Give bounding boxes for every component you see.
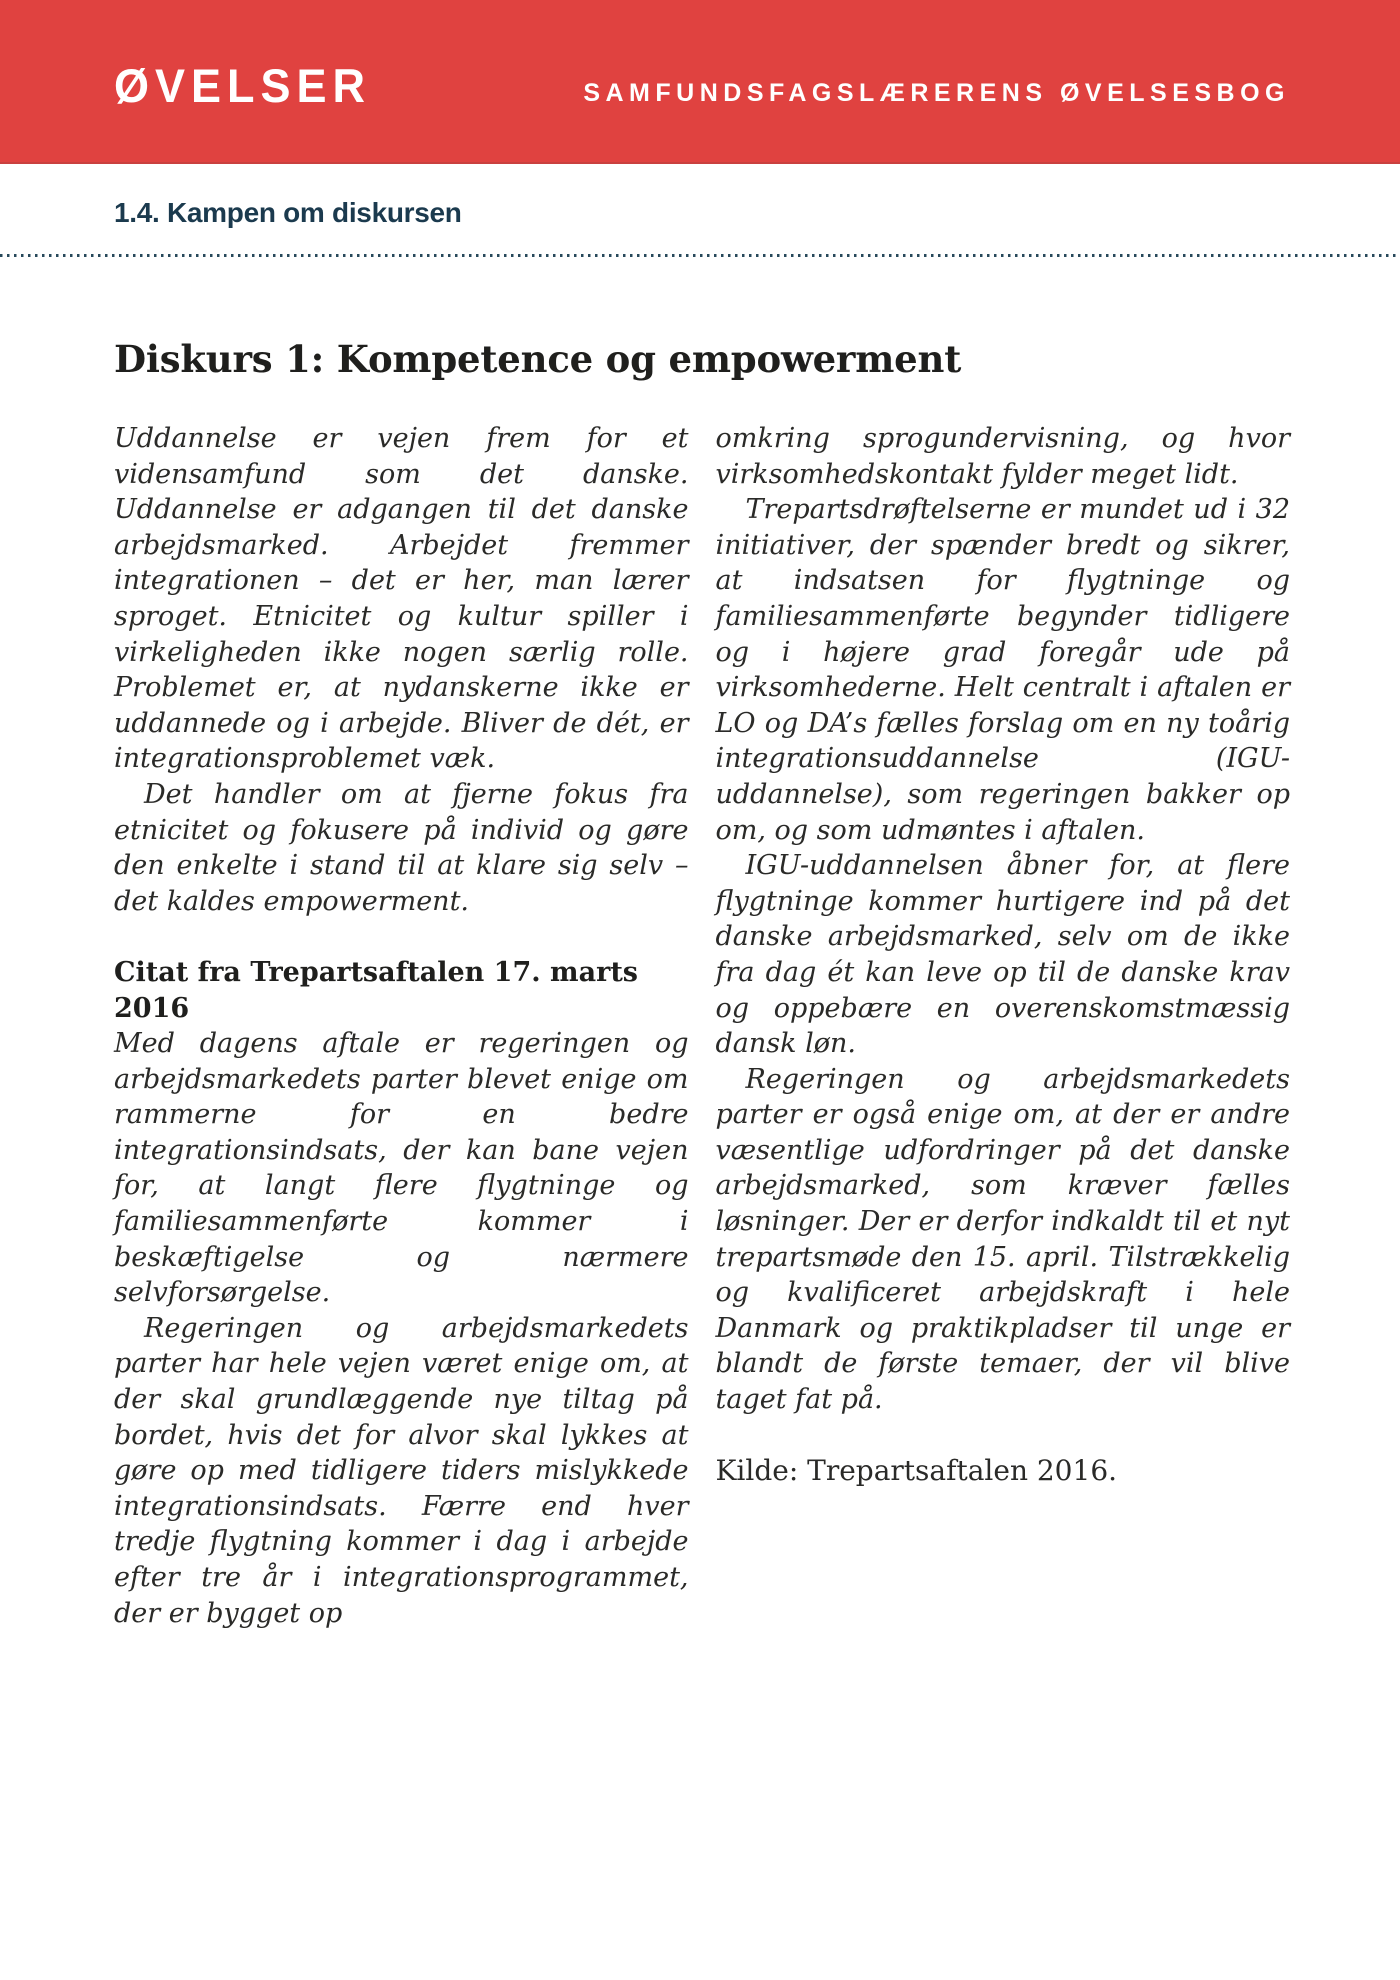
article (114, 337, 1290, 1631)
page-header-band (0, 0, 1400, 164)
body-paragraph: Uddannelse er vejen frem for et vidensamfund som det danske. Uddannelse er adgangen til det danske arbejdsmarked. Arbejdet fremmer integrationen – det er her, man lærer sproget. Etnicitet og kultur spiller i virkeligheden ikke nogen særlig rolle. Problemet er, at nydanskerne ikke er uddannede og i arbejde. Bliver de dét, er integrationsproblemet væk. (114, 423, 689, 775)
dotted-divider (0, 254, 1400, 257)
two-column-text (114, 421, 1290, 1631)
quote-heading: Citat fra Trepartsaftalen 17. marts 2016 (114, 956, 638, 1024)
section-title: 1.4. Kampen om diskursen (114, 197, 462, 228)
body-paragraph: omkring sprogundervisning, og hvor virksomhedskontakt fylder meget lidt. (715, 423, 1290, 490)
body-paragraph: Regeringen og arbejdsmarkedets parter har hele vejen været enige om, at der skal grundlæggende nye tiltag på bordet, hvis det for alvor skal lykkes at gøre op med tidligere tiders mislykkede integrationsindsats. Færre end hver tredje flygtning kommer i dag i arbejde efter tre år i integrationsprogrammet, der er bygget op (114, 1312, 689, 1629)
body-paragraph: Trepartsdrøftelserne er mundet ud i 32 initiativer, der spænder bredt og sikrer, at indsatsen for flygtninge og familiesammenførte begynder tidligere og i højere grad foregår ude på virksomhederne. Helt centralt i aftalen er LO og DA’s fælles forslag om en ny toårig integrationsuddannelse (IGU-uddannelse), som regeringen bakker op om, og som udmøntes i aftalen. (715, 494, 1290, 846)
body-paragraph: Med dagens aftale er regeringen og arbejdsmarkedets parter blevet enige om rammerne for en bedre integrationsindsats, der kan bane vejen for, at langt flere flygtninge og familiesammenførte kommer i beskæftigelse og nærmere selvforsørgelse. (114, 1028, 689, 1309)
series-title: ØVELSER (114, 58, 372, 113)
book-title: SAMFUNDSFAGSLÆRERENS ØVELSESBOG (583, 79, 1290, 107)
body-paragraph: Regeringen og arbejdsmarkedets parter er også enige om, at der er andre væsentlige udfordringer på det danske arbejdsmarked, som kræver fælles løsninger. Der er derfor indkaldt til et nyt trepartsmøde den 15. april. Tilstrækkelig og kvalificeret arbejdskraft i hele Danmark og praktikpladser til unge er blandt de første temaer, der vil blive taget fat på. (715, 1063, 1290, 1416)
column-right (716, 421, 1291, 1631)
body-paragraph: Det handler om at fjerne fokus fra etnicitet og fokusere på individ og gøre den enkelte i stand til at klare sig selv – det kaldes empowerment. (114, 778, 689, 917)
source-line: Kilde: Trepartsaftalen 2016. (715, 1454, 1118, 1488)
column-left (114, 421, 689, 1631)
article-title: Diskurs 1: Kompetence og empowerment (114, 337, 962, 381)
body-paragraph: IGU-uddannelsen åbner for, at flere flygtninge kommer hurtigere ind på det danske arbejdsmarked, selv om de ikke fra dag ét kan leve op til de danske krav og oppebære en overenskomstmæssig dansk løn. (715, 850, 1290, 1060)
